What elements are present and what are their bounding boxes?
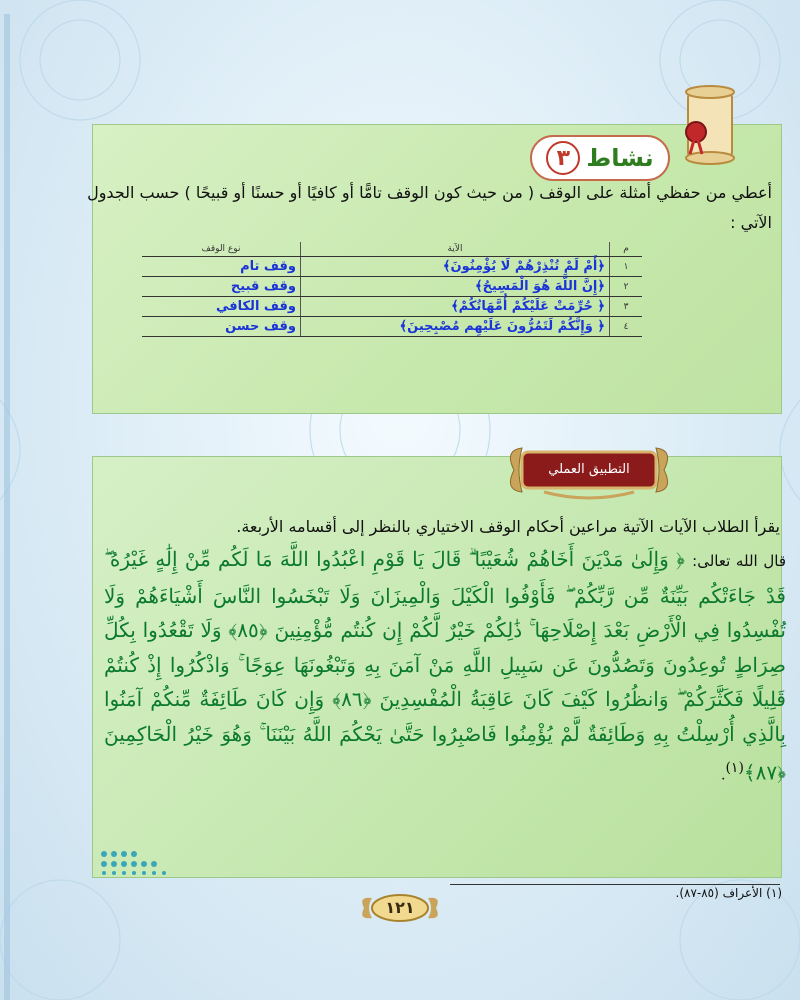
row-type: وقف تام [142, 257, 301, 277]
verses-end: . [721, 767, 726, 784]
row-ayah: ﴿إِنَّ اللَّهَ هُوَ الْمَسِيحُ﴾ [301, 277, 610, 297]
header-type: نوع الوقف [142, 242, 301, 257]
dots-ornament [98, 848, 178, 876]
activity-instruction: أعطي من حفظي أمثلة على الوقف ( من حيث كون الوقف تامًّا أو كافيًا أو حسنًا أو قبيحًا ) حسب الجدول الآتي : [87, 183, 772, 232]
activity-number: ٣ [546, 141, 580, 175]
scroll-icon [666, 80, 754, 168]
quran-verses [104, 542, 786, 793]
row-num: ٤ [610, 317, 643, 337]
activity-title-text: نشاط [586, 144, 654, 172]
header-ayah: الآية [301, 242, 610, 257]
row-type: وقف الكافي [142, 297, 301, 317]
table-row [142, 317, 642, 337]
header-num: م [610, 242, 643, 257]
verses-body: ﴿ وَإِلَىٰ مَدْيَنَ أَخَاهُمْ شُعَيْبًا ۗ قَالَ يَا قَوْمِ اعْبُدُوا اللَّهَ مَا لَكُم مِّنْ إِلَٰهٍ غَيْرُهُ ۖ قَدْ جَاءَتْكُم بَيِّنَةٌ مِّن رَّبِّكُمْ ۖ فَأَوْفُوا الْكَيْلَ وَالْمِيزَانَ وَلَا تَبْخَسُوا النَّاسَ أَشْيَاءَهُمْ وَلَا تُفْسِدُوا فِي الْأَرْضِ بَعْدَ إِصْلَاحِهَا ۚ ذَٰلِكُمْ خَيْرٌ لَّكُمْ إِن كُنتُم مُّؤْمِنِينَ ﴿٨٥﴾ وَلَا تَقْعُدُوا بِكُلِّ صِرَاطٍ تُوعِدُونَ وَتَصُدُّونَ عَن سَبِيلِ اللَّهِ مَنْ آمَنَ بِهِ وَتَبْغُونَهَا عِوَجًا ۚ وَاذْكُرُوا إِذْ كُنتُمْ قَلِيلًا فَكَثَّرَكُمْ ۖ وَانظُرُوا كَيْفَ كَانَ عَاقِبَةُ الْمُفْسِدِينَ ﴿٨٦﴾ وَإِن كَانَ طَائِفَةٌ مِّنكُمْ آمَنُوا بِالَّذِي أُرْسِلْتُ بِهِ وَطَائِفَةٌ لَّمْ يُؤْمِنُوا فَاصْبِرُوا حَتَّىٰ يَحْكُمَ اللَّهُ بَيْنَنَا ۚ وَهُوَ خَيْرُ الْحَاكِمِينَ ﴿٨٧﴾ [104, 547, 787, 785]
footnote: (١) الأعراف (٨٥-٨٧). [675, 886, 782, 900]
table-row [142, 257, 642, 277]
row-type: وقف قبيح [142, 277, 301, 297]
practical-intro: يقرأ الطلاب الآيات الآتية مراعين أحكام الوقف الاختياري بالنظر إلى أقسامه الأربعة. [236, 517, 780, 536]
row-ayah: ﴿ حُرِّمَتْ عَلَيْكُمْ أُمَّهَاتُكُمْ﴾ [301, 297, 610, 317]
examples-table [142, 242, 642, 337]
table-row [142, 297, 642, 317]
row-ayah: ﴿ وَإِنَّكُمْ لَتَمُرُّونَ عَلَيْهِم مُصْبِحِينَ﴾ [301, 317, 610, 337]
page-number: ١٢١ [385, 898, 415, 917]
row-type: وقف حسن [142, 317, 301, 337]
activity-title [530, 135, 670, 181]
section-banner-label: التطبيق العملي [548, 462, 630, 477]
table-row [142, 277, 642, 297]
row-num: ٢ [610, 277, 643, 297]
row-ayah: ﴿أَمْ لَمْ تُنْذِرْهُمْ لَا يُؤْمِنُونَ﴾ [301, 257, 610, 277]
row-num: ١ [610, 257, 643, 277]
verses-lead: قال الله تعالى: [692, 552, 786, 570]
footnote-mark: (١) [725, 760, 744, 776]
footnote-divider [450, 884, 780, 885]
row-num: ٣ [610, 297, 643, 317]
